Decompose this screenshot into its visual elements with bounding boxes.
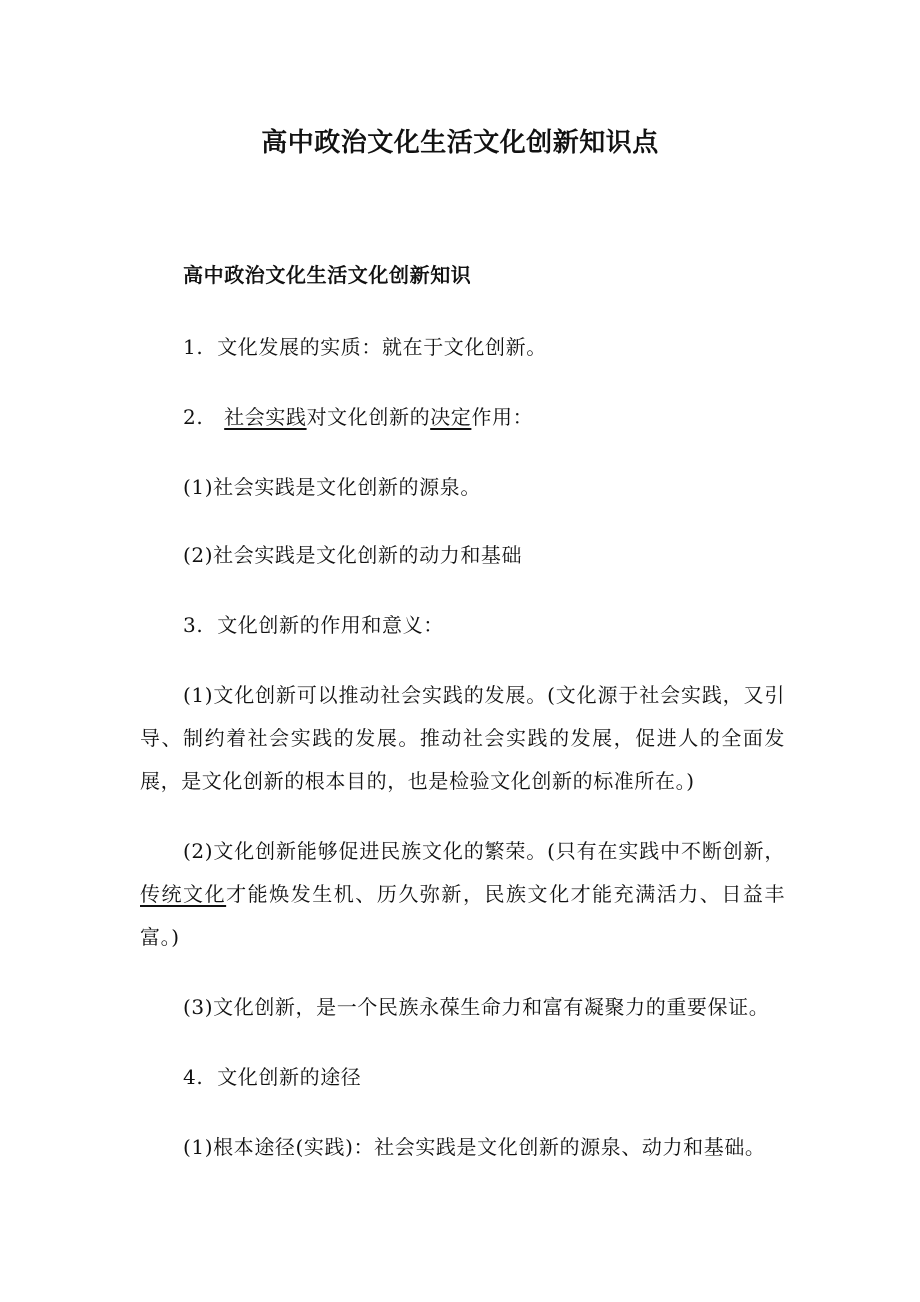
- item-2-2: (2)社会实践是文化创新的动力和基础: [183, 543, 523, 567]
- item-2-1: (1)社会实践是文化创新的源泉。: [183, 475, 481, 499]
- underlined-social-practice: 社会实践: [224, 405, 307, 429]
- item-1: 1. 文化发展的实质：就在于文化创新。: [183, 335, 547, 359]
- item-2-end: 作用：: [471, 405, 534, 429]
- item-2: [183, 407, 533, 427]
- underlined-traditional-culture: 传统文化: [140, 882, 227, 906]
- item-3-3: (3)文化创新，是一个民族永葆生命力和富有凝聚力的重要保证。: [183, 995, 770, 1019]
- item-3-2: [140, 830, 785, 959]
- item-3-1: (1)文化创新可以推动社会实践的发展。(文化源于社会实践，又引导、制约着社会实践的发展。推动社会实践的发展，促进人的全面发展，是文化创新的根本目的，也是检验文化创新的标准所在。): [140, 683, 785, 793]
- section-heading: 高中政治文化生活文化创新知识: [183, 263, 472, 287]
- item-2-number: 2.: [183, 405, 218, 429]
- item-3-2-a: (2)文化创新能够促进民族文化的繁荣。(只有在实践中不断创新，: [183, 839, 785, 863]
- underlined-decisive: 决定: [430, 405, 472, 429]
- item-2-mid: 对文化创新的: [306, 405, 431, 429]
- item-3-2-b: 才能焕发生机、历久弥新，民族文化才能充满活力、日益丰富。): [140, 882, 785, 949]
- item-4-1: (1)根本途径(实践)：社会实践是文化创新的源泉、动力和基础。: [183, 1135, 766, 1159]
- item-4: 4. 文化创新的途径: [183, 1065, 362, 1089]
- document-title: 高中政治文化生活文化创新知识点: [261, 128, 659, 158]
- item-3: 3. 文化创新的作用和意义：: [183, 613, 444, 637]
